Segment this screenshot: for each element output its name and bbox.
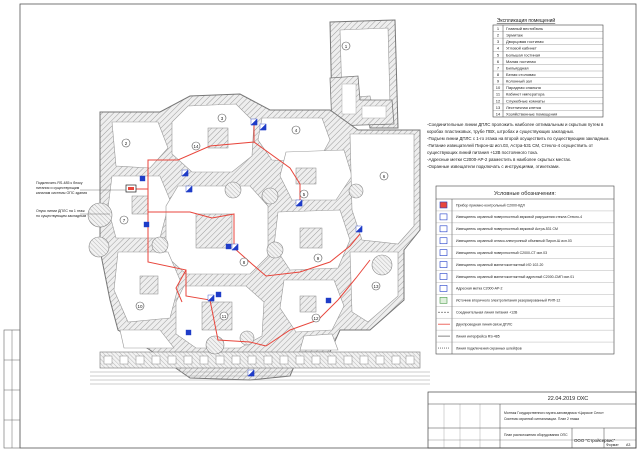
title-date: 22.04.2019 ОХС	[547, 396, 589, 402]
svg-text:2: 2	[124, 141, 128, 146]
room-marker	[122, 139, 130, 147]
detector-device	[226, 244, 231, 249]
legend-item-label: Линия подключения охранных шлейфов	[456, 346, 522, 351]
detector-device	[182, 170, 188, 176]
legend-item-label: Извещатель охранный магнитоконтактный адресный С2000-СМП исп.01	[456, 274, 575, 279]
legend-item-label: Соединительная линия питания +12В	[456, 310, 518, 315]
explication-room-name: Лестничная клетка	[506, 104, 542, 110]
legend-table	[436, 186, 614, 354]
explication-room-number: 3	[496, 39, 500, 45]
legend-item-label: Источник вторичного электропитания резервированный РИП-12	[456, 298, 561, 303]
explication-room-name: Угловой кабинет	[506, 45, 537, 51]
explication-room-number: 2	[496, 32, 500, 38]
room-marker	[372, 282, 380, 290]
explication-room-number: 13	[495, 104, 501, 110]
explication-room-number: 8	[496, 71, 500, 77]
svg-text:9: 9	[316, 256, 320, 261]
room-marker	[136, 302, 144, 310]
svg-text:8: 8	[242, 260, 246, 265]
explication-room-number: 1	[496, 25, 500, 31]
room-marker	[218, 114, 226, 122]
svg-text:питания и существующим: питания и существующим	[36, 186, 80, 190]
svg-text:-Адресные метки С2000-АР-2 раз: -Адресные метки С2000-АР-2 разместить в наиболее скрытых местах.	[427, 157, 572, 162]
legend-symbol	[440, 238, 447, 244]
explication-room-name: Дворцовая гостиная	[506, 39, 544, 45]
general-notes	[427, 122, 610, 169]
explication-room-name: Колонный зал	[506, 78, 533, 84]
detector-device	[260, 124, 266, 130]
explication-room-number: 10	[495, 85, 501, 91]
title-block	[428, 392, 636, 448]
detector-device	[356, 226, 362, 232]
legend-symbol	[440, 274, 447, 280]
legend-symbol	[440, 202, 447, 208]
svg-text:-Питание извещателей Пирон-Ш и: -Питание извещателей Пирон-Ш исп.03, Астра-531 СМ, Стекло-4 осуществить от	[427, 143, 593, 148]
legend-item-label: Извещатель охранный поверхностный звуковой разрушения стекла Стекло-4	[456, 215, 583, 220]
svg-text:по существующим закладным: по существующим закладным	[36, 214, 87, 218]
svg-text:6: 6	[382, 174, 386, 179]
explication-room-name: Кабинет императора	[506, 91, 545, 97]
left-binding-strip	[4, 330, 20, 448]
svg-text:А3: А3	[626, 443, 631, 447]
svg-text:Формат: Формат	[606, 443, 619, 447]
explication-room-name: Главный вестибюль	[506, 25, 544, 31]
explication-room-number: 5	[496, 52, 500, 58]
explication-room-number: 6	[496, 58, 500, 64]
svg-text:Система охранной сигнализации.: Система охранной сигнализации. План 2 этажа	[504, 417, 580, 421]
legend-symbol	[440, 214, 447, 220]
room-marker	[292, 126, 300, 134]
svg-text:-Соединительные линии ДПЛС про: -Соединительные линии ДПЛС проложить наиболее оптимальным и скрытым путем в	[427, 122, 604, 127]
detector-device	[186, 330, 191, 335]
legend-item-label: Извещатель охранный поверхностный звуковой Астра-531 СМ	[456, 227, 558, 232]
legend-symbol	[440, 250, 447, 256]
svg-text:10: 10	[137, 304, 143, 309]
detector-device	[186, 186, 192, 192]
room-marker	[342, 42, 350, 50]
svg-text:коробах пластиковых, трубе ПВХ: коробах пластиковых, трубе ПВХ, штробах и существующих закладных.	[427, 129, 575, 134]
detector-device	[326, 298, 331, 303]
explication-title: Экспликация помещений	[496, 18, 556, 24]
explication-room-number: 12	[495, 98, 501, 104]
svg-text:7: 7	[122, 218, 126, 223]
room-marker	[240, 258, 248, 266]
legend-item-label: Извещатель охранный магнитоконтактный ИО 102-20	[456, 262, 544, 267]
detector-device	[251, 119, 257, 125]
building-floor-plan	[88, 20, 430, 384]
explication-room-name: Малая гостиная	[506, 58, 536, 64]
explication-room-number: 14	[495, 111, 501, 117]
svg-text:1: 1	[344, 44, 348, 49]
detector-device	[248, 370, 254, 376]
svg-text:каналам системы ОПС здания: каналам системы ОПС здания	[36, 191, 88, 195]
explication-room-name: Служебные комнаты	[506, 98, 545, 104]
svg-text:Опуск линии ДПЛС на 1 этаж: Опуск линии ДПЛС на 1 этаж	[36, 209, 85, 213]
svg-text:11: 11	[221, 314, 227, 319]
room-marker	[220, 312, 228, 320]
legend-item-label: Извещатель охранный оптико-электронный объемный Пирон-Ш исп.03	[456, 239, 572, 244]
svg-text:12: 12	[313, 316, 319, 321]
room-marker	[192, 142, 200, 150]
svg-text:существующих линий питания +12: существующих линий питания +12В постоянного тока.	[427, 150, 539, 155]
legend-item-label: Линия интерфейса RS-485	[456, 334, 500, 339]
room-marker	[300, 190, 308, 198]
explication-room-name: Белая столовая	[506, 71, 536, 77]
svg-text:3: 3	[220, 116, 224, 121]
explication-room-name: Эрмитаж	[506, 32, 523, 38]
legend-item-label: Адресная метка С2000-АР-2	[456, 286, 503, 291]
explication-room-number: 9	[496, 78, 500, 84]
legend-item-label: Извещатель охранный поверхностный С2000-СТ исп.03	[456, 250, 548, 255]
legend-item-label: Прибор приемно-контрольный С2000-КДЛ	[456, 203, 525, 208]
legend-symbol	[440, 285, 447, 291]
room-marker	[380, 172, 388, 180]
explication-room-name: Большая гостиная	[506, 52, 541, 58]
explication-room-name: Хозяйственные помещения	[506, 111, 558, 117]
legend-symbol	[440, 297, 447, 303]
svg-text:5: 5	[302, 192, 306, 197]
detector-device	[296, 200, 302, 206]
detector-device	[216, 292, 221, 297]
svg-text:-Подъем линии ДПЛС с 1-го этаж: -Подъем линии ДПЛС с 1-го этажа на второй осуществить по существующим закладным.	[427, 136, 610, 141]
room-marker	[314, 254, 322, 262]
room-marker	[120, 216, 128, 224]
room-marker	[312, 314, 320, 322]
legend-symbol	[440, 226, 447, 232]
legend-item-label: Двухпроводная линия связи ДПЛС	[456, 322, 513, 327]
panel-s2000-kdl	[126, 185, 136, 192]
explication-room-name: Парадная спальня	[506, 85, 541, 91]
svg-text:Подключить RS-485 к блоку: Подключить RS-485 к блоку	[36, 181, 83, 185]
legend-title: Условные обозначения:	[494, 191, 556, 197]
detector-device	[144, 222, 149, 227]
sheet-name: План расположения оборудования ОПС	[504, 433, 568, 437]
detector-device	[232, 244, 238, 250]
explication-room-number: 11	[495, 91, 501, 97]
svg-text:-Охранные извещатели подключат: -Охранные извещатели подключать с инструкциями, этикетками.	[427, 164, 560, 169]
svg-text:Монтаж Государственного музея-: Монтаж Государственного музея-заповедника «Царское Село»	[504, 411, 604, 415]
explication-room-number: 4	[496, 45, 500, 51]
company-name: ООО "Стройсервис"	[574, 438, 616, 443]
explication-table	[493, 17, 603, 117]
explication-room-number: 7	[496, 65, 500, 71]
detector-device	[208, 295, 214, 301]
explication-room-name: Бильярдная	[506, 65, 529, 71]
svg-text:4: 4	[294, 128, 298, 133]
svg-text:14: 14	[193, 144, 199, 149]
detector-device	[140, 176, 145, 181]
legend-symbol	[440, 262, 447, 268]
svg-text:13: 13	[373, 284, 379, 289]
